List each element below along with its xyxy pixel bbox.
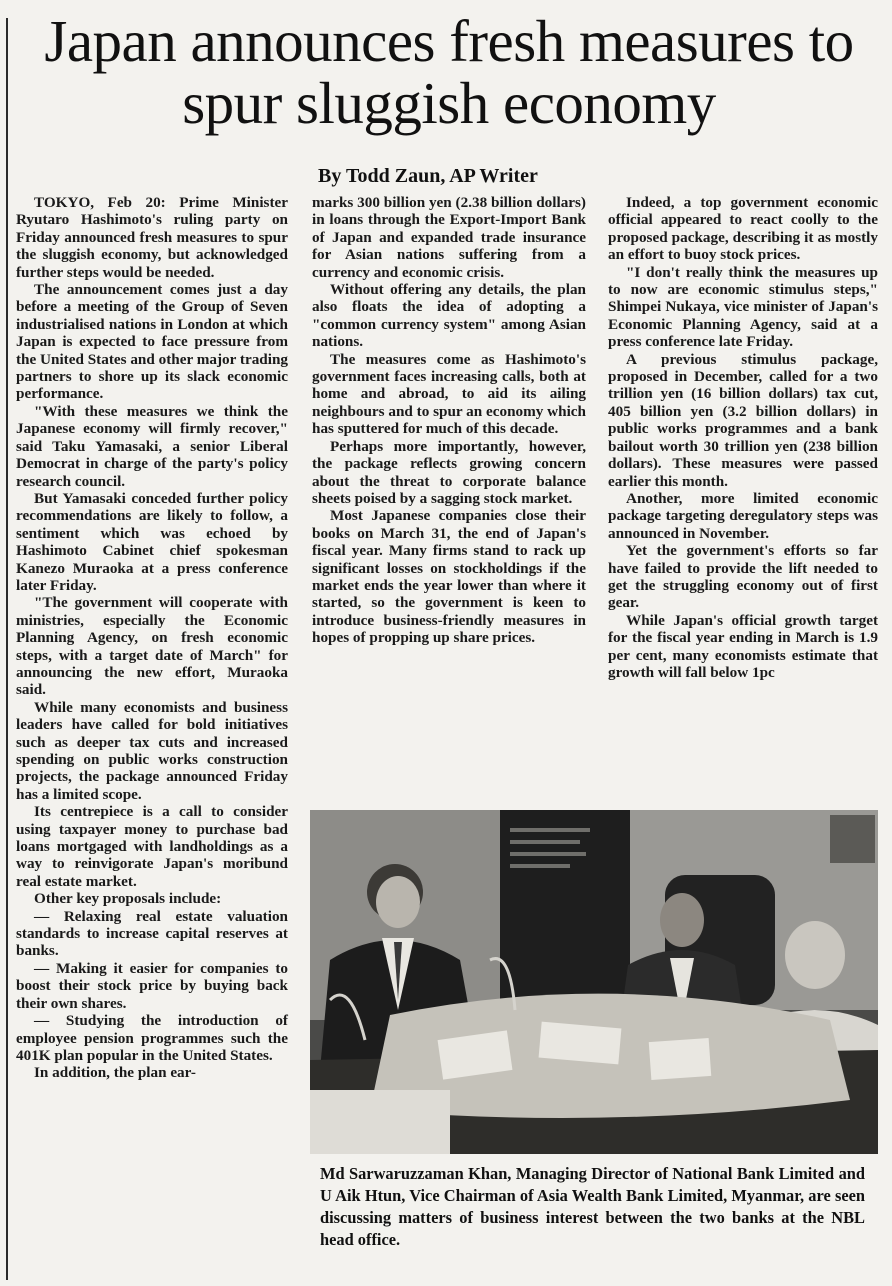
meeting-photo-illustration [310, 810, 878, 1154]
paragraph: "With these measures we think the Japanese economy will firmly recover," said Taku Yamasaki, a senior Liberal Democrat in charge of the party's policy research council. [16, 402, 288, 490]
paragraph: A previous stimulus package, proposed in December, called for a two trillion yen (16 billion dollars) tax cut, 405 billion yen (3.2 billion dollars) in public works programmes and a bank bailout worth 30 trillion yen (238 billion dollars). These measures were passed earlier this month. [608, 350, 878, 490]
article-column-3 [608, 194, 878, 804]
paragraph: "The government will cooperate with ministries, especially the Economic Planning Agency, on fresh economic steps, with a target date of March" for announcing the new effort, Muraoka said. [16, 594, 288, 699]
paragraph: While Japan's official growth target for the fiscal year ending in March is 1.9 per cent, many economists estimate that growth will fall below 1pc [608, 611, 878, 681]
paragraph: — Relaxing real estate valuation standards to increase capital reserves at banks. [16, 907, 288, 960]
headline: Japan announces fresh measures to spur sluggish economy [44, 8, 854, 136]
news-photo [310, 810, 878, 1154]
paragraph: Indeed, a top government economic official appeared to react coolly to the proposed package, describing it as mostly an effort to buoy stock prices. [608, 194, 878, 264]
paragraph: Another, more limited economic package targeting deregulatory steps was announced in November. [608, 489, 878, 542]
paragraph: But Yamasaki conceded further policy recommendations are likely to follow, a sentiment which was echoed by Hashimoto Cabinet chief spokesman Kanezo Muraoka at a press conference later Friday. [16, 489, 288, 594]
column-rule [6, 18, 8, 1280]
paragraph: Most Japanese companies close their books on March 31, the end of Japan's fiscal year. Many firms stand to rack up significant losses on stockholdings if the market ends the year lower than where it started, so the government is keen to introduce business-friendly measures in hopes of propping up share prices. [312, 507, 586, 647]
paragraph: TOKYO, Feb 20: Prime Minister Ryutaro Hashimoto's ruling party on Friday announced fresh measures to spur the sluggish economy, but acknowledged further steps would be needed. [16, 194, 288, 281]
paragraph: — Studying the introduction of employee pension programmes such the 401K plan popular in the United States. [16, 1012, 288, 1064]
byline: By Todd Zaun, AP Writer [318, 165, 538, 187]
paragraph: Perhaps more importantly, however, the package reflects growing concern about the threat to corporate balance sheets poised by a sagging stock market. [312, 437, 586, 507]
paragraph: — Making it easier for companies to boost their stock price by buying back their own shares. [16, 959, 288, 1012]
article-column-1 [16, 194, 288, 1274]
paragraph: In addition, the plan ear- [34, 1064, 196, 1082]
paragraph: "I don't really think the measures up to now are economic stimulus steps," Shimpei Nukaya, vice minister of Japan's Economic Planning Agency, said at a press conference late Friday. [608, 263, 878, 351]
paragraph: Yet the government's efforts so far have failed to provide the lift needed to get the struggling economy out of first gear. [608, 542, 878, 612]
paragraph: Other key proposals include: [34, 890, 222, 908]
photo-caption: Md Sarwaruzzaman Khan, Managing Director of National Bank Limited and U Aik Htun, Vice Chairman of Asia Wealth Bank Limited, Myanmar, are seen discussing matters of business interest between the two banks at the NBL head office. [320, 1164, 865, 1249]
paragraph: Without offering any details, the plan also floats the idea of adopting a "common currency system" among Asian nations. [312, 281, 586, 351]
paragraph: marks 300 billion yen (2.38 billion dollars) in loans through the Export-Import Bank of Japan and expanded trade insurance for Asian nations suffering from a currency and economic crisis. [312, 194, 586, 281]
paragraph: Its centrepiece is a call to consider using taxpayer money to purchase bad loans mortgaged with landholdings as a way to reinvigorate Japan's moribund real estate market. [16, 803, 288, 890]
paragraph: The announcement comes just a day before a meeting of the Group of Seven industrialised nations in London at which Japan is expected to face pressure from the United States and other major trading partners to shore up its slack economic performance. [16, 281, 288, 403]
paragraph: The measures come as Hashimoto's government faces increasing calls, both at home and abroad, to aid its ailing neighbours and to spur an economy which has sputtered for much of this decade. [312, 350, 586, 438]
paragraph: While many economists and business leaders have called for bold initiatives such as deeper tax cuts and increased spending on public works construction projects, the package announced Friday has a limited scope. [16, 698, 288, 803]
article-column-2 [312, 194, 586, 794]
